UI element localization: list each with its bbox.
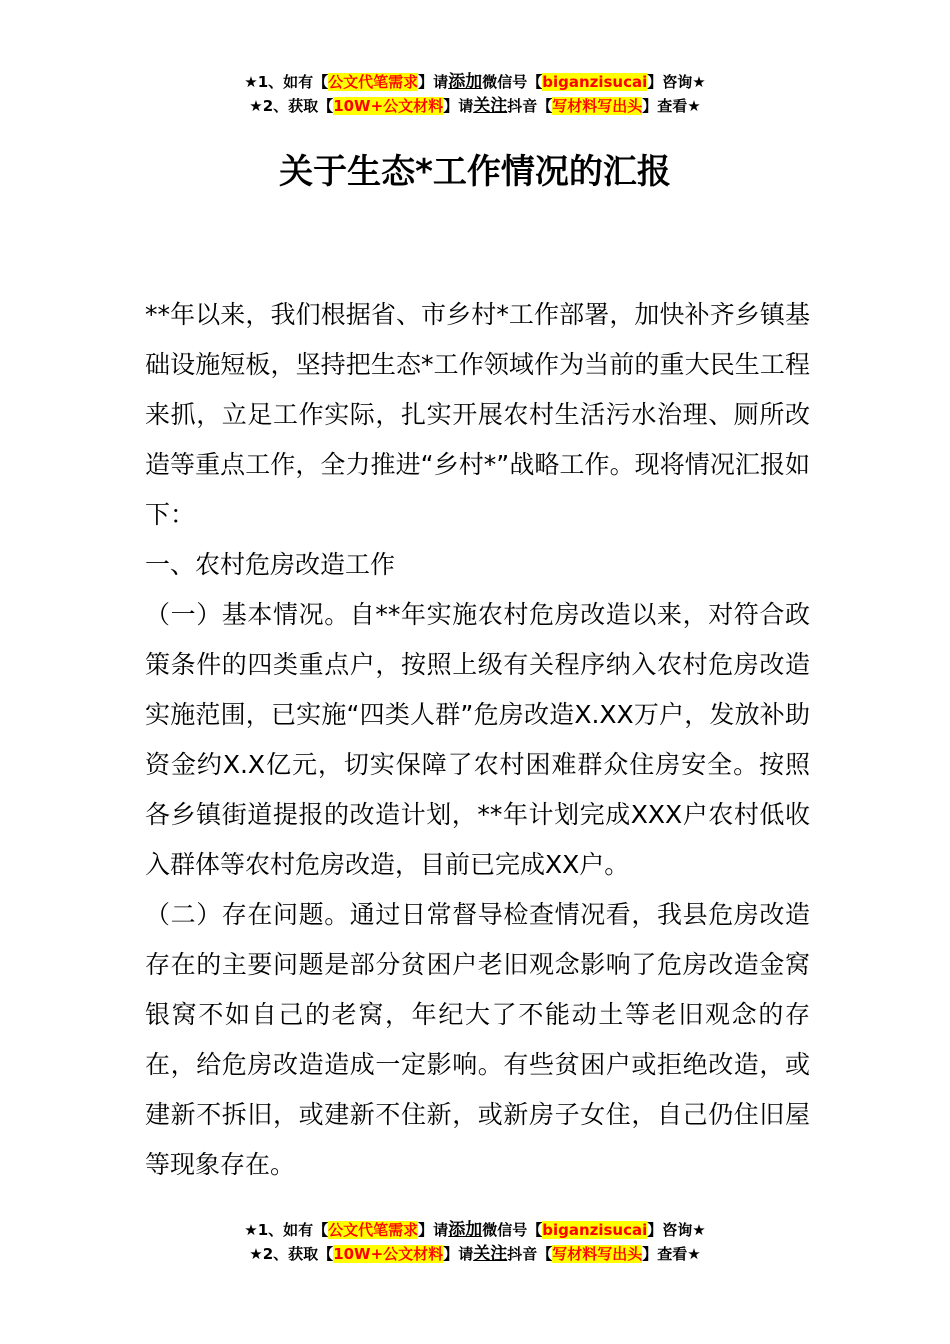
highlight-wechat-id: biganzisucai <box>542 1221 648 1239</box>
highlight-service: 公文代笔需求 <box>328 1221 419 1239</box>
paragraph-problems: （二）存在问题。通过日常督导检查情况看，我县危房改造存在的主要问题是部分贫困户老旧观念影响了危房改造金窝银窝不如自己的老窝，年纪大了不能动土等老旧观念的存在，给危房改造造成一定影响。有些贫困户或拒绝改造，或建新不拆旧，或建新不住新，或新房子女住，自己仍住旧屋等现象存在。 <box>145 900 810 1179</box>
highlight-materials: 10W+公文材料 <box>333 1245 444 1263</box>
document-title: 关于生态*工作情况的汇报 <box>279 152 671 192</box>
banner-line-1: ★1、如有【公文代笔需求】请添加微信号【biganzisucai】咨询★ <box>244 1220 706 1240</box>
paragraph-basic-situation: （一）基本情况。自**年实施农村危房改造以来，对符合政策条件的四类重点户，按照上级有关程序纳入农村危房改造实施范围，已实施“四类人群”危房改造X.XX万户，发放补助资金约X.X亿元，切实保障了农村困难群众住房安全。按照各乡镇街道提报的改造计划，**年计划完成XXX户农村低收入群体等农村危房改造，目前已完成XX户。 <box>145 600 810 879</box>
highlight-douyin: 写材料写出头 <box>552 1245 643 1263</box>
banner-line-2: ★2、获取【10W+公文材料】请关注抖音【写材料写出头】查看★ <box>249 1244 701 1264</box>
highlight-wechat-id: biganzisucai <box>542 73 648 91</box>
banner-line-2: ★2、获取【10W+公文材料】请关注抖音【写材料写出头】查看★ <box>249 96 701 116</box>
section-heading: 一、农村危房改造工作 <box>145 550 396 579</box>
banner-line-1: ★1、如有【公文代笔需求】请添加微信号【biganzisucai】咨询★ <box>244 72 706 92</box>
header-banner <box>0 70 950 118</box>
document-body <box>145 290 810 1190</box>
footer-banner <box>0 1218 950 1266</box>
highlight-service: 公文代笔需求 <box>328 73 419 91</box>
highlight-materials: 10W+公文材料 <box>333 97 444 115</box>
paragraph-intro: **年以来，我们根据省、市乡村*工作部署，加快补齐乡镇基础设施短板，坚持把生态*工作领域作为当前的重大民生工程来抓，立足工作实际，扎实开展农村生活污水治理、厕所改造等重点工作，全力推进“乡村*”战略工作。现将情况汇报如下： <box>145 300 810 529</box>
highlight-douyin: 写材料写出头 <box>552 97 643 115</box>
